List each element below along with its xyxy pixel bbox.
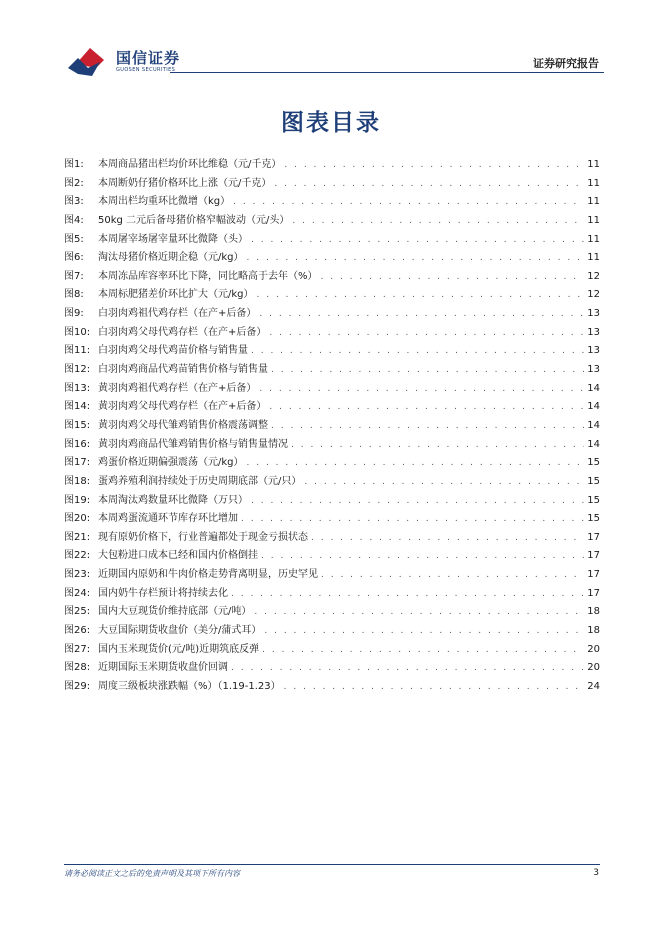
toc-dot-leader — [251, 492, 584, 511]
toc-entry[interactable] — [64, 193, 600, 212]
toc-entry[interactable] — [64, 603, 600, 622]
toc-entry[interactable] — [64, 454, 600, 473]
toc-entry-title: 本周商品猪出栏均价环比维稳（元/千克） — [98, 159, 282, 170]
toc-entry-page: 15 — [587, 457, 600, 469]
toc-dot-leader — [259, 380, 584, 399]
toc-entry-label: 图9: — [64, 308, 84, 320]
toc-entry-page: 11 — [587, 252, 600, 264]
toc-dot-leader — [259, 305, 584, 324]
toc-entry-page: 14 — [587, 401, 600, 413]
toc-entry-page: 13 — [587, 364, 600, 376]
toc-entry-label: 图21: — [64, 531, 91, 543]
toc-entry-title: 白羽肉鸡商品代鸡苗销售价格与销售量 — [98, 364, 268, 376]
toc-entry[interactable] — [64, 641, 600, 660]
toc-entry-page: 11 — [587, 233, 600, 245]
toc-entry-title: 白羽肉鸡父母代鸡苗价格与销售量 — [98, 345, 248, 357]
toc-entry[interactable] — [64, 156, 600, 175]
toc-entry[interactable] — [64, 249, 600, 268]
toc-dot-leader — [269, 398, 584, 417]
guosen-logo — [66, 44, 186, 78]
page-title: 图表目录 — [281, 110, 381, 136]
toc-dot-leader — [241, 510, 584, 529]
toc-entry-page: 11 — [587, 159, 600, 170]
toc-dot-leader — [247, 249, 585, 268]
toc-entry-title: 近期国内原奶和牛肉价格走势背离明显，历史罕见 — [98, 569, 318, 581]
page-header — [0, 0, 662, 84]
toc-entry-label: 图18: — [64, 475, 91, 487]
toc-entry-label: 图23: — [64, 569, 91, 581]
toc-entry[interactable] — [64, 380, 600, 399]
footer-divider — [64, 864, 600, 865]
toc-entry-label: 图25: — [64, 606, 91, 618]
toc-entry[interactable] — [64, 361, 600, 380]
toc-entry[interactable] — [64, 473, 600, 492]
toc-entry-label: 图14: — [64, 401, 91, 413]
toc-entry-label: 图22: — [64, 550, 91, 562]
toc-entry-page: 14 — [587, 419, 600, 431]
toc-entry-page: 12 — [587, 270, 600, 282]
toc-entry-title: 本周标肥猪差价环比扩大（元/kg） — [98, 289, 254, 301]
toc-entry-label: 图13: — [64, 382, 91, 394]
toc-entry-page: 11 — [587, 214, 600, 226]
toc-entry[interactable] — [64, 659, 600, 678]
toc-entry-label: 图27: — [64, 643, 91, 655]
toc-entry-label: 图24: — [64, 587, 91, 599]
toc-entry[interactable] — [64, 286, 600, 305]
toc-entry-label: 图2: — [64, 177, 84, 189]
toc-dot-leader — [261, 547, 584, 566]
toc-entry-label: 图5: — [64, 233, 84, 245]
toc-entry-title: 本周断奶仔猪价格环比上涨（元/千克） — [98, 177, 272, 189]
toc-entry[interactable] — [64, 342, 600, 361]
footer-disclaimer: 请务必阅读正文之后的免责声明及其项下所有内容 — [64, 869, 240, 878]
logo-text-cn: 国信证券 — [116, 49, 181, 67]
toc-entry-title: 大包粉进口成本已经和国内价格倒挂 — [98, 550, 258, 562]
report-type-label: 证券研究报告 — [533, 57, 599, 70]
toc-dot-leader — [264, 622, 584, 641]
toc-entry-page: 20 — [587, 643, 600, 655]
toc-entry-page: 14 — [587, 438, 600, 450]
figure-toc-list — [64, 156, 600, 697]
toc-entry-label: 图20: — [64, 513, 91, 525]
toc-entry-title: 本周淘汰鸡数量环比微降（万只） — [98, 494, 248, 506]
toc-entry-page: 13 — [587, 308, 600, 320]
logo-text-en: GUOSEN SECURITIES — [116, 67, 176, 73]
toc-entry-label: 图7: — [64, 270, 84, 282]
toc-dot-leader — [257, 286, 585, 305]
toc-entry-title: 本周屠宰场屠宰量环比微降（头） — [98, 233, 248, 245]
toc-entry-label: 图3: — [64, 196, 84, 208]
toc-dot-leader — [274, 175, 584, 194]
toc-entry-label: 图11: — [64, 345, 91, 357]
toc-dot-leader — [284, 156, 584, 175]
toc-entry[interactable] — [64, 547, 600, 566]
toc-entry-page: 15 — [587, 475, 600, 487]
toc-entry[interactable] — [64, 492, 600, 511]
toc-entry-title: 黄羽肉鸡父母代雏鸡销售价格震荡调整 — [98, 419, 268, 431]
toc-entry-page: 11 — [587, 177, 600, 189]
toc-entry-title: 黄羽肉鸡商品代雏鸡销售价格与销售量情况 — [98, 438, 288, 450]
toc-entry-title: 国内大豆现货价维持底部（元/吨） — [98, 606, 252, 618]
toc-entry-page: 13 — [587, 326, 600, 338]
toc-entry[interactable] — [64, 324, 600, 343]
toc-entry-page: 17 — [587, 531, 600, 543]
toc-entry-page: 17 — [587, 587, 600, 599]
toc-entry-page: 17 — [587, 569, 600, 581]
toc-entry[interactable] — [64, 529, 600, 548]
toc-entry[interactable] — [64, 678, 600, 697]
toc-dot-leader — [321, 268, 585, 287]
toc-entry-label: 图1: — [64, 159, 84, 170]
toc-dot-leader — [271, 361, 584, 380]
toc-dot-leader — [311, 529, 584, 548]
toc-entry-page: 24 — [587, 680, 600, 692]
toc-dot-leader — [247, 454, 585, 473]
toc-dot-leader — [304, 473, 584, 492]
toc-entry-page: 20 — [587, 662, 600, 674]
toc-entry-title: 本周鸡蛋流通环节库存环比增加 — [98, 513, 238, 525]
toc-entry-label: 图16: — [64, 438, 91, 450]
toc-entry-title: 黄羽肉鸡祖代鸡存栏（在产+后备） — [98, 382, 257, 394]
toc-entry-page: 15 — [587, 494, 600, 506]
toc-entry-label: 图6: — [64, 252, 84, 264]
toc-entry-title: 淘汰母猪价格近期企稳（元/kg） — [98, 252, 244, 264]
toc-entry[interactable] — [64, 175, 600, 194]
toc-entry-label: 图26: — [64, 625, 91, 637]
toc-entry-page: 15 — [587, 513, 600, 525]
toc-entry-label: 图17: — [64, 457, 91, 469]
toc-entry-page: 17 — [587, 550, 600, 562]
toc-entry[interactable] — [64, 398, 600, 417]
toc-dot-leader — [231, 659, 584, 678]
toc-entry[interactable] — [64, 212, 600, 231]
toc-entry-label: 图29: — [64, 680, 91, 692]
toc-entry[interactable] — [64, 417, 600, 436]
toc-entry[interactable] — [64, 622, 600, 641]
toc-entry-page: 12 — [587, 289, 600, 301]
toc-entry[interactable] — [64, 585, 600, 604]
guosen-logo-mark-icon — [66, 44, 110, 78]
header-divider — [170, 72, 604, 73]
toc-dot-leader — [251, 231, 584, 250]
toc-entry-page: 13 — [587, 345, 600, 357]
toc-entry-title: 黄羽肉鸡父母代鸡存栏（在产+后备） — [98, 401, 267, 413]
toc-dot-leader — [233, 193, 584, 212]
toc-entry[interactable] — [64, 305, 600, 324]
toc-entry-label: 图12: — [64, 364, 91, 376]
toc-entry-title: 现有原奶价格下，行业普遍都处于现金亏损状态 — [98, 531, 308, 543]
toc-dot-leader — [271, 417, 584, 436]
toc-dot-leader — [292, 212, 584, 231]
toc-entry-title: 国内奶牛存栏预计将持续去化 — [98, 587, 228, 599]
toc-entry-label: 图19: — [64, 494, 91, 506]
toc-entry-page: 18 — [587, 625, 600, 637]
toc-entry-title: 大豆国际期货收盘价（美分/蒲式耳） — [98, 625, 262, 637]
toc-entry-title: 50kg 二元后备母猪价格窄幅波动（元/头） — [98, 214, 290, 226]
toc-entry-page: 11 — [587, 196, 600, 208]
toc-dot-leader — [321, 566, 584, 585]
toc-entry[interactable] — [64, 231, 600, 250]
toc-entry[interactable] — [64, 436, 600, 455]
toc-entry[interactable] — [64, 268, 600, 287]
toc-entry-label: 图4: — [64, 214, 84, 226]
toc-entry-label: 图28: — [64, 662, 91, 674]
toc-entry-title: 周度三级板块涨跌幅（%）（1.19-1.23） — [98, 680, 281, 692]
page-number: 3 — [593, 868, 599, 878]
toc-entry[interactable] — [64, 566, 600, 585]
toc-entry-title: 本周冻品库容率环比下降，同比略高于去年（%） — [98, 270, 318, 282]
toc-dot-leader — [262, 641, 584, 660]
toc-entry-page: 18 — [587, 606, 600, 618]
toc-dot-leader — [251, 342, 584, 361]
toc-dot-leader — [254, 603, 584, 622]
toc-entry-title: 白羽肉鸡祖代鸡存栏（在产+后备） — [98, 308, 257, 320]
toc-entry-title: 国内玉米现货价(元/吨)近期筑底反弹 — [98, 643, 260, 655]
toc-entry-label: 图15: — [64, 419, 91, 431]
toc-entry-title: 近期国际玉米期货收盘价回调 — [98, 662, 228, 674]
toc-entry[interactable] — [64, 510, 600, 529]
toc-entry-title: 鸡蛋价格近期偏强震荡（元/kg） — [98, 457, 244, 469]
toc-entry-title: 本周出栏均重环比微增（kg） — [98, 196, 231, 208]
toc-entry-label: 图10: — [64, 326, 91, 338]
toc-dot-leader — [269, 324, 584, 343]
toc-dot-leader — [291, 436, 584, 455]
toc-entry-title: 蛋鸡养殖利润持续处于历史周期底部（元/只） — [98, 475, 302, 487]
toc-entry-title: 白羽肉鸡父母代鸡存栏（在产+后备） — [98, 326, 267, 338]
toc-dot-leader — [231, 585, 584, 604]
toc-entry-page: 14 — [587, 382, 600, 394]
toc-entry-label: 图8: — [64, 289, 84, 301]
toc-dot-leader — [284, 678, 585, 697]
